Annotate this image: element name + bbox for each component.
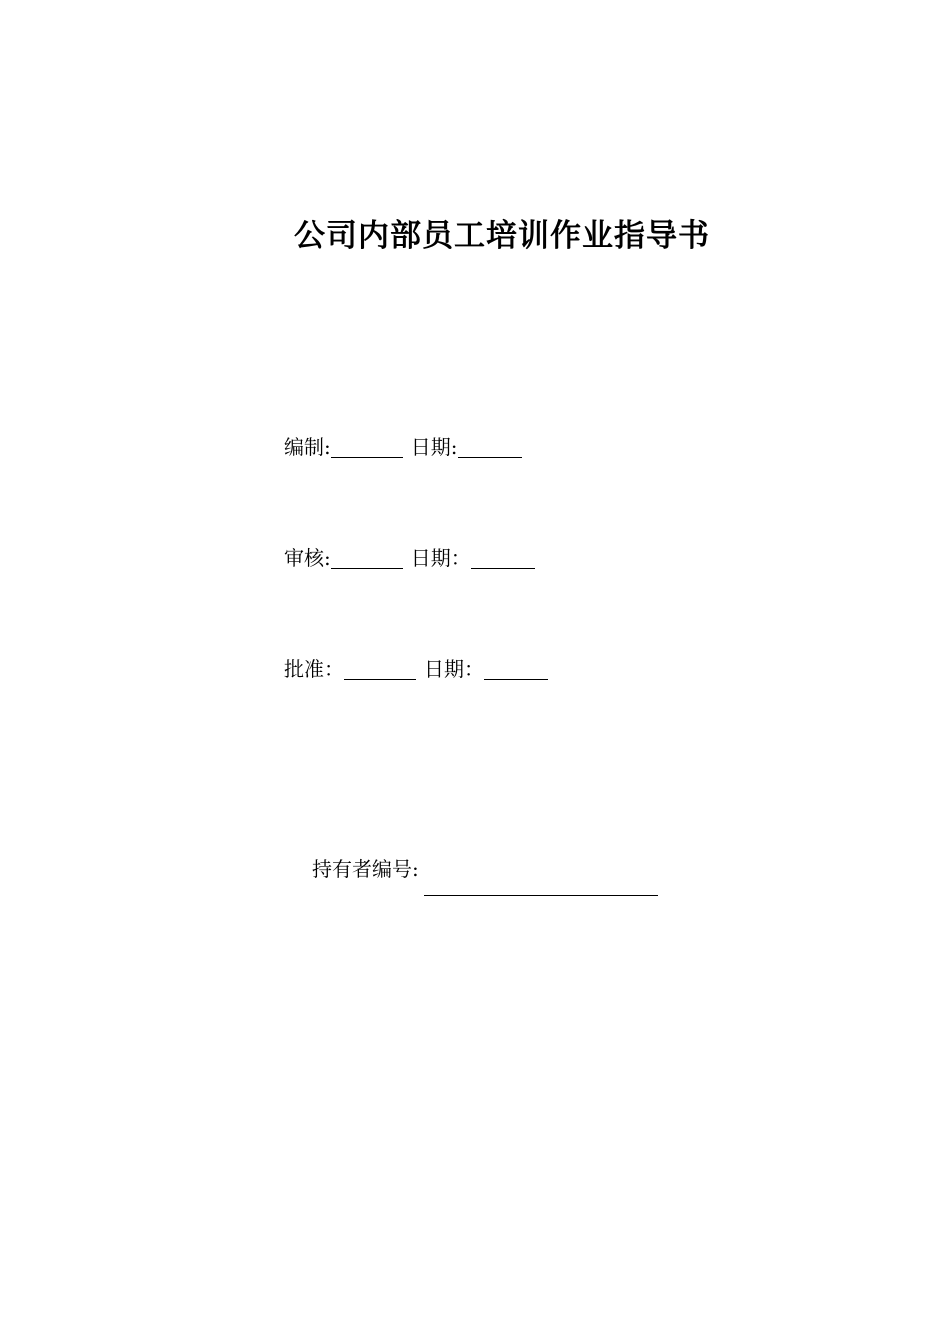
reviewed-date-blank	[471, 546, 535, 569]
holder-number-blank	[424, 895, 658, 896]
compiled-by-blank	[331, 435, 403, 458]
approved-by-blank	[344, 657, 416, 680]
compiled-date-blank	[458, 435, 522, 458]
reviewed-by-row	[284, 545, 535, 571]
compiled-by-label: 编制:	[284, 435, 331, 459]
reviewed-by-blank	[331, 546, 403, 569]
reviewed-date-label: 日期：	[410, 546, 471, 570]
compiled-date-label: 日期:	[410, 435, 458, 459]
approved-by-row	[284, 656, 548, 682]
approved-date-blank	[484, 657, 548, 680]
reviewed-by-label: 审核:	[284, 546, 331, 570]
holder-number-label: 持有者编号:	[312, 857, 419, 881]
approved-by-label: 批准：	[284, 657, 344, 681]
document-title: 公司内部员工培训作业指导书	[294, 218, 710, 254]
approved-date-label: 日期：	[424, 657, 484, 681]
compiled-by-row	[284, 434, 522, 460]
